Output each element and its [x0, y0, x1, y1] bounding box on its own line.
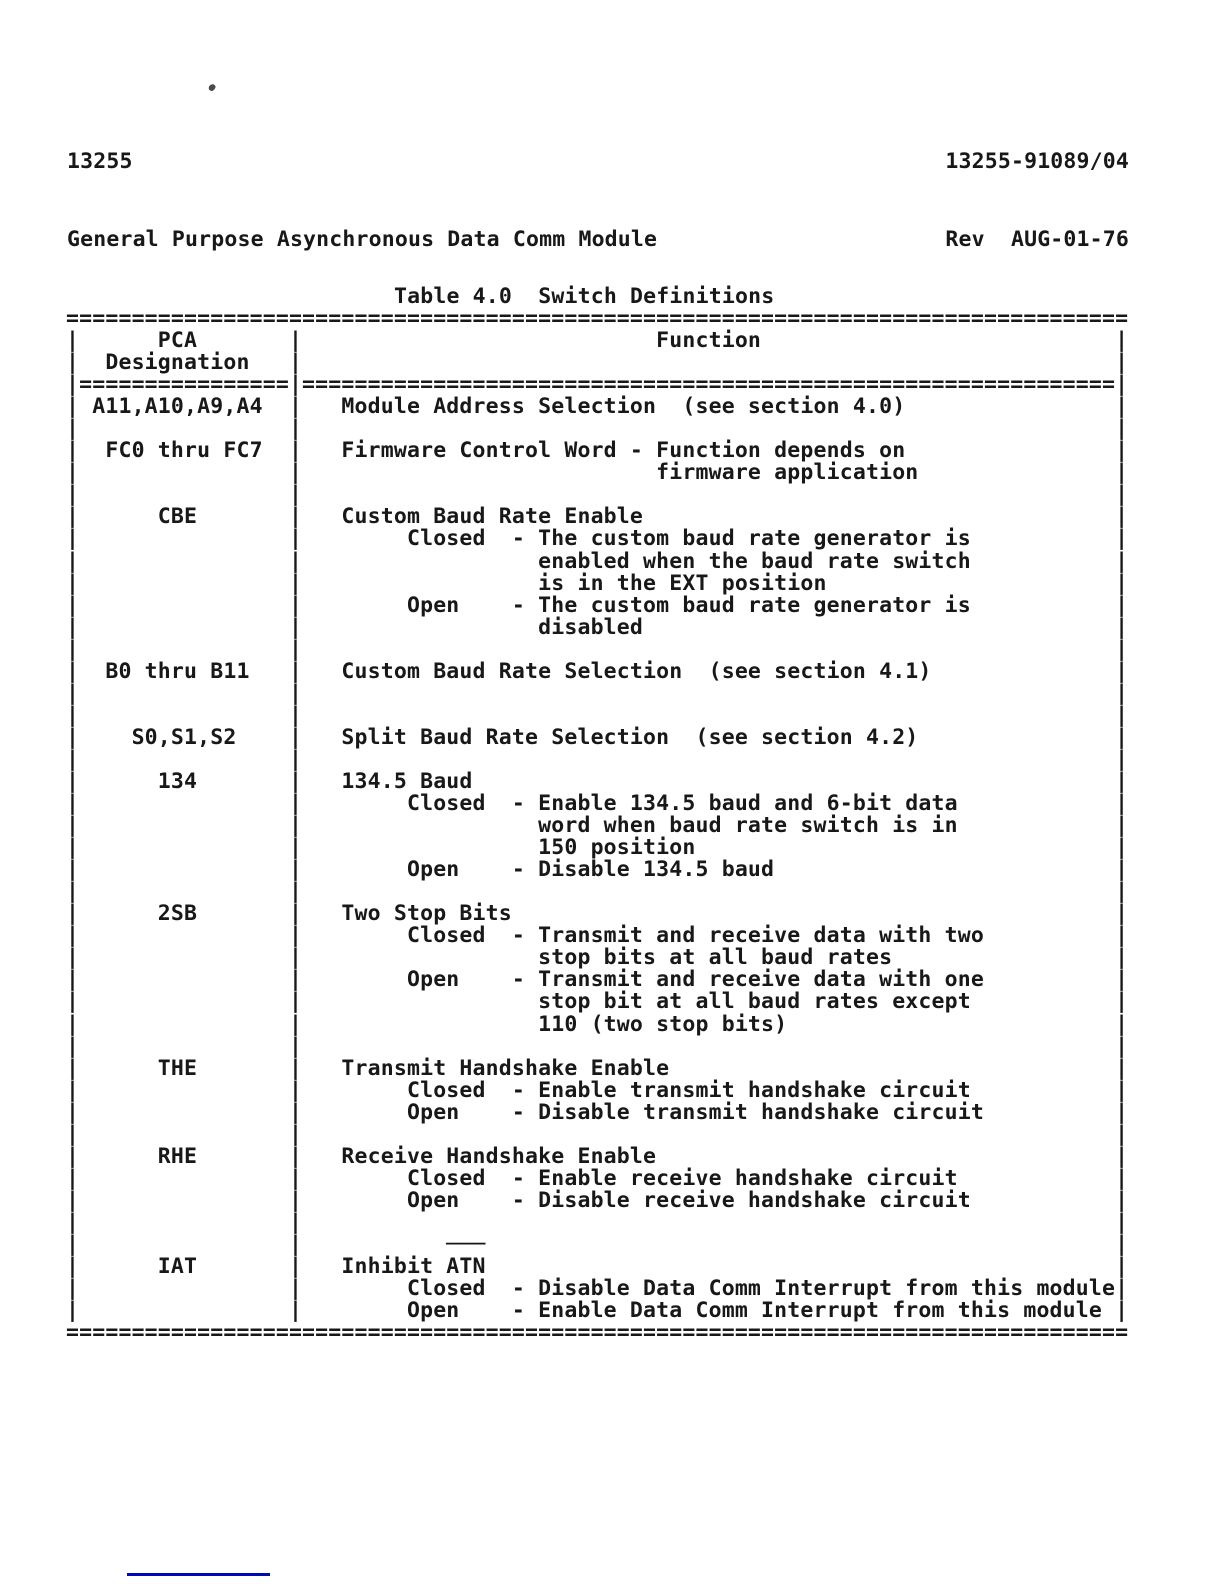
- table-ascii-line: | | |: [66, 1209, 1129, 1235]
- table-ascii-line: | | enabled when the baud rate switch |: [66, 548, 1129, 574]
- table-ascii-line: | FC0 thru FC7 | Firmware Control Word - Function depends on |: [66, 438, 1129, 464]
- table-ascii-line: | | Closed - Enable 134.5 baud and 6-bit data |: [66, 791, 1129, 817]
- table-ascii-line: | B0 thru B11 | Custom Baud Rate Selection (see section 4.1) |: [66, 658, 1129, 684]
- table-ascii-line: | | Closed - Transmit and receive data with two |: [66, 923, 1129, 949]
- footer-underline: [127, 1573, 270, 1576]
- table-ascii-line: | | |: [66, 1033, 1129, 1059]
- document-header: [67, 97, 1129, 279]
- table-ascii-line: | RHE | Receive Handshake Enable |: [66, 1143, 1129, 1169]
- table-ascii-line: | | Open - Transmit and receive data with one |: [66, 967, 1129, 993]
- doc-number: 13255: [67, 149, 133, 174]
- table-ascii-line: | | Open - The custom baud rate generator is |: [66, 592, 1129, 618]
- table-ascii-line: | | Open - Disable transmit handshake circuit |: [66, 1099, 1129, 1125]
- table-ascii-line: | | |: [66, 1121, 1129, 1147]
- table-ascii-line: | | |: [66, 416, 1129, 442]
- table-ascii-line: |================|==============================================================|: [66, 372, 1129, 398]
- table-ascii-line: | | |: [66, 702, 1129, 728]
- table-ascii-line: | | Closed - Enable receive handshake circuit |: [66, 1165, 1129, 1191]
- table-ascii-line: | | stop bits at all baud rates |: [66, 945, 1129, 971]
- table-ascii-line: | | Closed - Enable transmit handshake circuit |: [66, 1077, 1129, 1103]
- table-ascii-line: | PCA | Function |: [66, 328, 1129, 354]
- table-ascii-line: | | |: [66, 482, 1129, 508]
- table-ascii-line: | | stop bit at all baud rates except |: [66, 989, 1129, 1015]
- table-ascii-line: | | Open - Disable receive handshake circuit |: [66, 1187, 1129, 1213]
- table-ascii-line: | | |: [66, 680, 1129, 706]
- table-ascii-line: | Designation | |: [66, 350, 1129, 376]
- table-ascii-line: | | |: [66, 879, 1129, 905]
- table-ascii-line: | | 110 (two stop bits) |: [66, 1011, 1129, 1037]
- header-row-1: [67, 149, 1129, 175]
- table-ascii-line: | | Open - Disable 134.5 baud |: [66, 857, 1129, 883]
- scan-artifact-speck: [208, 83, 217, 92]
- header-row-2: [67, 227, 1129, 253]
- table-ascii-line: =================================================================================: [66, 1320, 1129, 1346]
- table-ascii-line: | | word when baud rate switch is in |: [66, 813, 1129, 839]
- table-ascii-line: =================================================================================: [66, 306, 1129, 331]
- table-ascii-line: | | Open - Enable Data Comm Interrupt from this module |: [66, 1298, 1129, 1324]
- table-ascii-line: | | firmware application |: [66, 460, 1129, 486]
- table-ascii-line: | | |: [66, 746, 1129, 772]
- table-ascii-line: | | disabled |: [66, 614, 1129, 640]
- table-ascii-line: | A11,A10,A9,A4 | Module Address Selection (see section 4.0) |: [66, 394, 1129, 420]
- table-ascii-line: | 2SB | Two Stop Bits |: [66, 901, 1129, 927]
- switch-definitions-table: [66, 308, 1128, 1344]
- table-ascii-line: | | Closed - The custom baud rate generator is |: [66, 526, 1129, 552]
- table-ascii-line: | | ─── |: [66, 1231, 1129, 1257]
- table-ascii-line: | CBE | Custom Baud Rate Enable |: [66, 504, 1129, 530]
- table-ascii-line: | 134 | 134.5 Baud |: [66, 768, 1129, 794]
- table-ascii-line: | | is in the EXT position |: [66, 570, 1129, 596]
- table-ascii-line: | S0,S1,S2 | Split Baud Rate Selection (see section 4.2) |: [66, 724, 1129, 750]
- doc-title: General Purpose Asynchronous Data Comm Module: [67, 227, 658, 252]
- table-ascii-line: | THE | Transmit Handshake Enable |: [66, 1055, 1129, 1081]
- table-ascii-line: | | 150 position |: [66, 835, 1129, 861]
- doc-revision: Rev AUG-01-76: [945, 227, 1129, 252]
- table-ascii-line: | | Closed - Disable Data Comm Interrupt from this module|: [66, 1276, 1129, 1302]
- doc-id: 13255-91089/04: [945, 149, 1129, 174]
- table-ascii-line: | IAT | Inhibit ATN |: [66, 1254, 1129, 1280]
- table-title: Table 4.0 Switch Definitions: [394, 284, 775, 309]
- table-ascii-line: | | |: [66, 636, 1129, 662]
